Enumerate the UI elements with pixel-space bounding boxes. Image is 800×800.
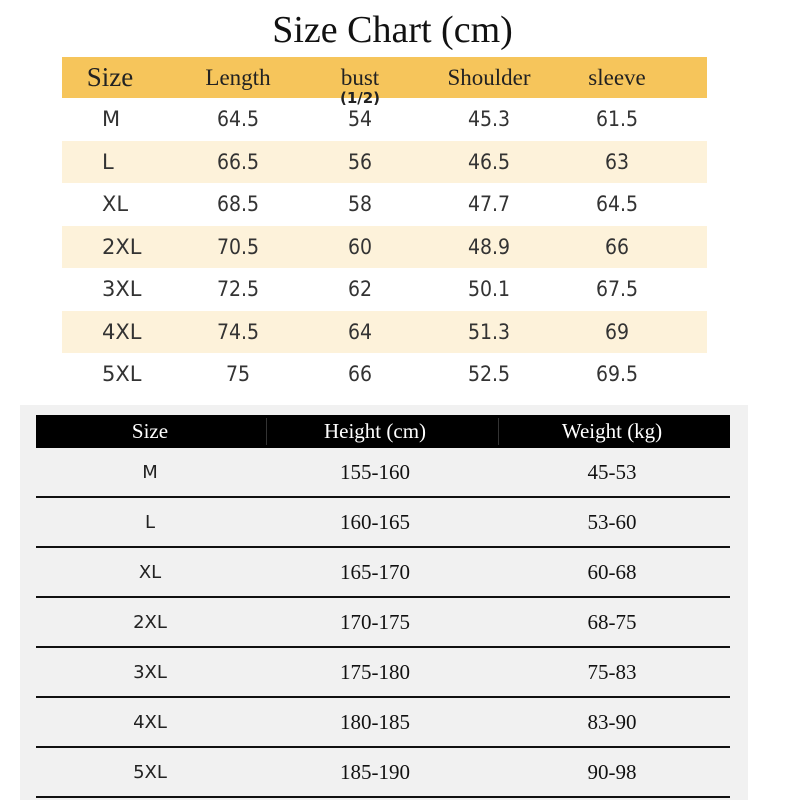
cell-height: 170-175 [340,609,410,634]
header-length: Length [205,64,271,90]
bust-half-note: (1/2) [339,89,381,107]
header-weight: Weight (kg) [561,419,663,443]
cell-sleeve: 61.5 [595,107,639,132]
fit-table [36,415,730,798]
cell-weight: 60-68 [587,559,637,584]
cell-length: 68.5 [216,192,260,217]
cell-size: 2XL [102,234,142,259]
cell-sleeve: 69 [604,319,630,344]
cell-size: 2XL [133,611,167,633]
cell-size: M [142,461,158,483]
cell-sleeve: 64.5 [595,192,639,217]
table-row [36,498,730,548]
fit-table-header [36,415,730,448]
table-row [36,448,730,498]
cell-size: M [102,107,121,132]
cell-shoulder: 47.7 [467,192,511,217]
header-bust: bust [340,64,380,90]
cell-size: L [144,511,156,533]
header-size: Size [86,62,134,92]
cell-size: 3XL [133,661,167,683]
cell-size: XL [102,192,129,217]
cell-length: 66.5 [216,149,260,174]
measurement-table [62,57,707,396]
table-row [62,353,707,396]
table-row [36,748,730,798]
cell-sleeve: 67.5 [595,277,639,302]
cell-bust: 58 [347,192,373,217]
cell-size: XL [138,561,162,583]
table-row [36,698,730,748]
header-shoulder: Shoulder [447,64,531,90]
cell-bust: 66 [347,362,373,387]
cell-shoulder: 48.9 [467,234,511,259]
header-size: Size [131,419,169,443]
table-row [62,268,707,311]
cell-size: 5XL [102,362,142,387]
cell-length: 70.5 [216,234,260,259]
cell-size: 5XL [133,761,167,783]
cell-shoulder: 51.3 [467,319,511,344]
cell-bust: 64 [347,319,373,344]
cell-height: 185-190 [340,759,410,784]
table-row [62,183,707,226]
cell-length: 75 [225,362,251,387]
divider [498,418,499,445]
measurement-table-header [62,57,707,98]
cell-bust: 56 [347,149,373,174]
divider [266,418,267,445]
cell-weight: 68-75 [587,609,637,634]
cell-size: 4XL [133,711,167,733]
cell-weight: 53-60 [587,509,637,534]
cell-size: L [102,149,114,174]
cell-length: 74.5 [216,319,260,344]
table-row [62,98,707,141]
table-row [36,548,730,598]
cell-size: 3XL [102,277,142,302]
table-row [36,648,730,698]
cell-bust: 54 [347,107,373,132]
cell-sleeve: 66 [604,234,630,259]
cell-length: 64.5 [216,107,260,132]
cell-bust: 60 [347,234,373,259]
cell-shoulder: 50.1 [467,277,511,302]
cell-weight: 75-83 [587,659,637,684]
cell-length: 72.5 [216,277,260,302]
cell-size: 4XL [102,319,142,344]
table-row [62,141,707,184]
cell-sleeve: 63 [604,149,630,174]
cell-weight: 45-53 [587,459,637,484]
header-height: Height (cm) [323,419,427,443]
cell-height: 175-180 [340,659,410,684]
cell-weight: 83-90 [587,709,637,734]
cell-height: 180-185 [340,709,410,734]
cell-shoulder: 46.5 [467,149,511,174]
header-sleeve: sleeve [588,64,646,90]
cell-bust: 62 [347,277,373,302]
cell-shoulder: 52.5 [467,362,511,387]
table-row [62,226,707,269]
page-title: Size Chart (cm) [272,9,513,51]
cell-height: 155-160 [340,459,410,484]
cell-height: 165-170 [340,559,410,584]
cell-sleeve: 69.5 [595,362,639,387]
cell-weight: 90-98 [587,759,637,784]
cell-height: 160-165 [340,509,410,534]
cell-shoulder: 45.3 [467,107,511,132]
table-row [36,598,730,648]
table-row [62,311,707,354]
